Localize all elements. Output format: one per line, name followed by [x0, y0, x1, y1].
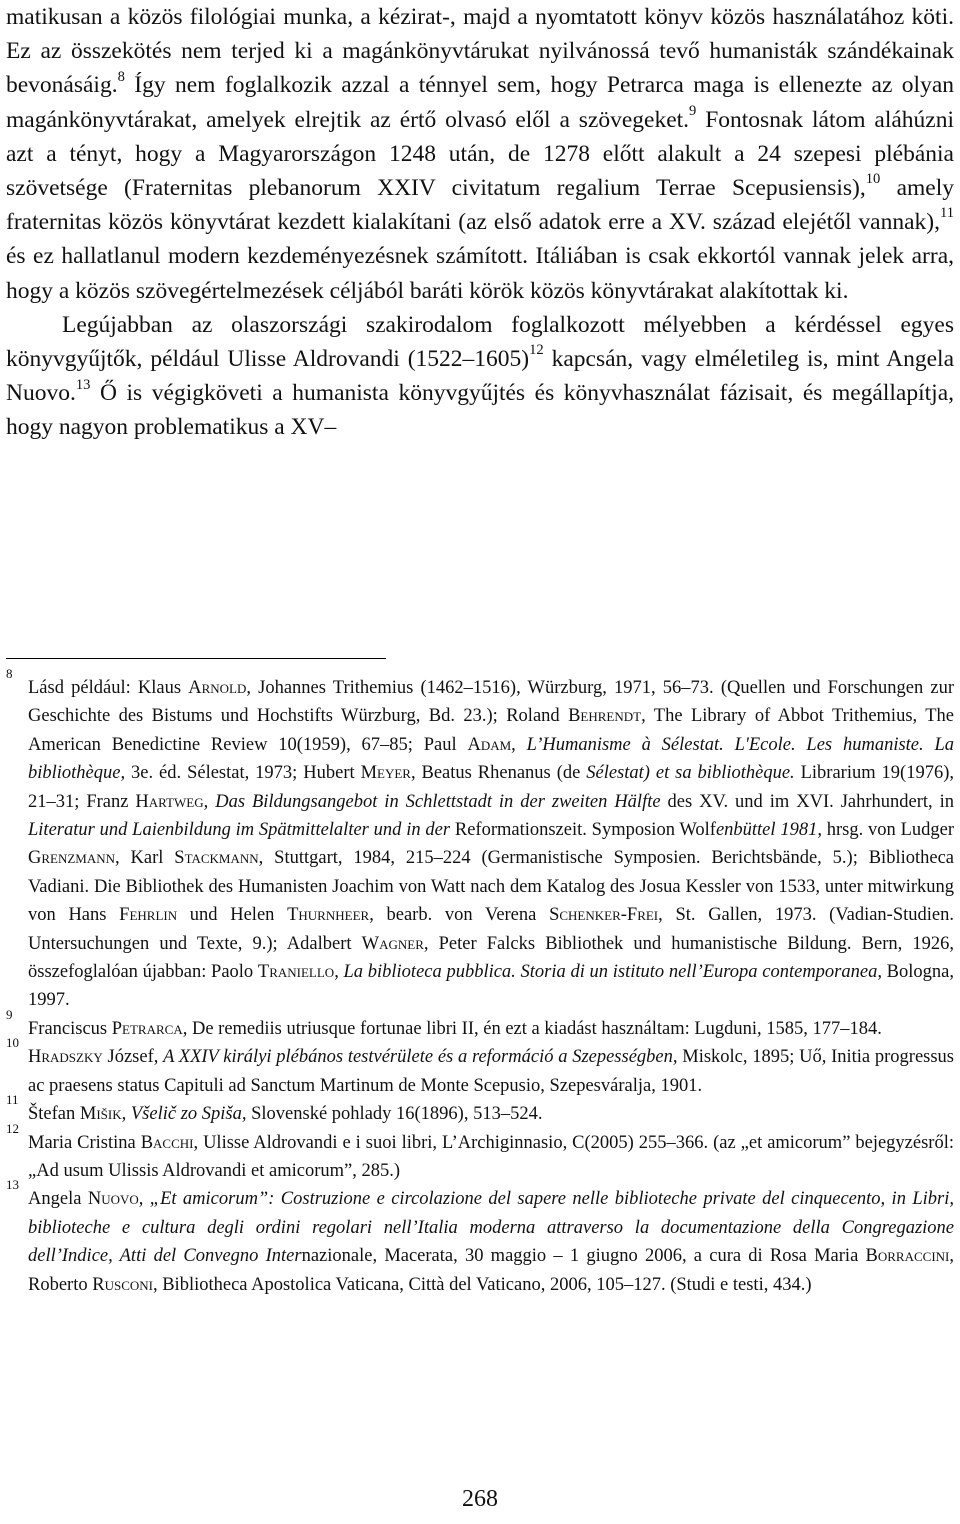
- footnote-separator: [6, 658, 386, 659]
- text-run: Így nem foglalkozik azzal a ténnyel sem, hogy Petrarca maga is ellenezte az olyan magánkönyvtárakat, amelyek elrejtik az értő olvasó elől a szövegeket.: [6, 72, 954, 133]
- text-run: Miskolc, 1895; Uő, Initia progressus ac praesens status Capituli ad Sanctum Martinum de Monte Scepusio, Szepesváralja, 1901.: [28, 1047, 954, 1096]
- author-name: Mišik: [79, 1104, 122, 1125]
- text-run: Maria Cristina: [28, 1132, 141, 1153]
- footnote-number: 10: [6, 1035, 19, 1051]
- text-run: Lásd például: Klaus: [28, 678, 189, 698]
- text-run: Slovenské pohlady 16(1896), 513–524.: [246, 1104, 543, 1125]
- text-run: Bologna, 1997.: [28, 962, 954, 1011]
- text-run: , Beatus Rhenanus (de: [410, 763, 587, 784]
- paragraph-1: [6, 0, 954, 308]
- author-name: Wagner: [361, 933, 424, 954]
- author-name: Bacchi: [140, 1132, 194, 1153]
- footnote-ref-10[interactable]: 10: [865, 171, 881, 188]
- text-run: matikusan a közös filológiai munka, a kézirat-, majd a nyomtatott könyv közös használatához köti. Ez az összekötés nem terjed ki a magánkönyvtárukat nyilvánossá tevő humanisták szándékainak bevonásáig.: [6, 4, 954, 99]
- text-run: kapcsán, vagy elméletileg is, mint Angela Nuovo.: [6, 346, 954, 407]
- footnote-number: 9: [6, 1006, 13, 1022]
- text-run: ,: [121, 1104, 131, 1125]
- italic-title: Sélestat) et sa bibliothèque.: [586, 763, 795, 784]
- text-run: ,: [203, 791, 216, 812]
- text-run: Legújabban az olaszországi szakirodalom foglalkozott mélyebben a kérdéssel egyes könyvgyűjtők, például Ulisse Aldrovandi (1522–1605): [6, 311, 954, 373]
- author-name: Behrendt: [568, 706, 642, 727]
- text-run: amely fraternitas közös könyvtárat kezdett kialakítani (az első adatok erre a XV. század elejétől vannak),: [6, 175, 954, 236]
- text-run: , bearb. von Verena: [369, 905, 550, 926]
- author-name: Borraccini: [865, 1246, 950, 1267]
- italic-title: Literatur und Laienbildung im Spätmittelalter und in der: [28, 820, 451, 841]
- paragraph-2: [6, 308, 954, 445]
- text-run: ,: [334, 962, 344, 983]
- text-run: Librarium 19(1976), 21–31; Franz: [28, 763, 954, 812]
- italic-title: La biblioteca pubblica. Storia di un istituto nell’Europa contemporanea,: [343, 962, 882, 983]
- italic-title: A XXIV királyi plébános testvérülete és a reformáció a Szepességben,: [163, 1047, 678, 1068]
- text-run: Ő is végigköveti a humanista könyvgyűjtés és könyvhasználat fázisait, és megállapítja, hogy nagyon problematikus a XV–: [6, 380, 954, 441]
- author-name: Meyer: [360, 763, 411, 784]
- author-name: Nuovo: [87, 1189, 139, 1210]
- main-text: [6, 0, 954, 445]
- text-run: és ez hallatlanul modern kezdeményezésnek számított. Itáliában is csak ekkortól vannak jelek arra, hogy a közös szövegértelmezések céljából baráti körök közös könyvtárakat alakítottak ki.: [6, 243, 954, 304]
- author-name: Stackmann: [174, 848, 259, 869]
- text-run: , Johannes Trithemius (1462–1516), Würzburg, 1971, 56–73. (Quellen und Forschungen zur Geschichte des Bistums und Hochstifts Würzburg, Bd. 23.); Roland: [28, 678, 954, 727]
- author-name: Petrarca: [111, 1018, 183, 1039]
- text-run: Franciscus: [28, 1018, 112, 1039]
- text-run: , Roberto: [28, 1246, 954, 1295]
- author-name: Hartweg: [135, 791, 204, 812]
- author-name: Grenzmann: [28, 848, 116, 869]
- text-run: ,: [138, 1189, 150, 1210]
- text-run: , The Library of Abbot Trithemius, The American Benedictine Review 10(1959), 67–85; Paul: [28, 706, 954, 755]
- italic-title: enbüttel 1981,: [715, 820, 822, 841]
- text-run: hrsg. von Ludger: [821, 820, 954, 841]
- text-run: , Stuttgart, 1984, 215–224 (Germanistische Symposien. Berichtsbände, 5.); Bibliotheca Vadiani. Die Bibliothek des Humanisten Joachim von Watt nach dem Katalog des Josua Kessler von 1533, unter mitwirkung von Hans: [28, 848, 954, 926]
- author-name: Arnold: [188, 678, 247, 698]
- text-run: , St. Gallen, 1973. (Vadian-Studien. Untersuchungen und Texte, 9.); Adalbert: [28, 905, 954, 954]
- footnote-10: [6, 1035, 954, 1100]
- footnote-11: [6, 1092, 954, 1128]
- text-run: Štefan: [28, 1104, 80, 1125]
- text-run: József,: [102, 1047, 164, 1068]
- footnote-9: [6, 1006, 954, 1043]
- author-name: Adam: [467, 734, 512, 755]
- footnote-12: [6, 1120, 954, 1186]
- text-run: , Ulisse Aldrovandi e i suoi libri, L’Archiginnasio, C(2005) 255–366. (az „et amicorum” bejegyzésről: „Ad usum Ulissis Aldrovandi et amicorum”, 285.): [28, 1132, 954, 1181]
- text-run: , Peter Falcks Bibliothek und humanistische Bildung. Bern, 1926, összefoglalóan újabban: Paolo: [28, 933, 954, 983]
- text-run: , De remediis utriusque fortunae libri II, én ezt a kiadást használtam: Lugduni, 1585, 177–184.: [182, 1018, 882, 1039]
- text-run: Fontosnak látom aláhúzni azt a tényt, hogy a Magyarországon 1248 után, de 1278 előtt alakult a 24 szepesi plébánia szövetsége (Fraternitas plebanorum XXIV civitatum regalium Terrae Scepusiensis),: [6, 106, 954, 202]
- author-name: Traniello: [257, 962, 335, 983]
- author-name: Hradszky: [28, 1047, 103, 1068]
- footnote-ref-9[interactable]: 9: [689, 102, 697, 119]
- text-run: nazionale, Macerata, 30 maggio – 1 giugno 2006, a cura di Rosa Maria: [301, 1246, 866, 1267]
- footnote-number: 12: [6, 1120, 19, 1136]
- italic-title: Das Bildungsangebot in Schlettstadt in der zweiten Hälfte: [215, 791, 661, 812]
- footnote-8: [6, 666, 955, 1015]
- footnote-ref-8[interactable]: 8: [117, 68, 125, 85]
- text-run: Reformationszeit. Symposion Wolf: [450, 820, 716, 841]
- footnote-number: 13: [6, 1177, 19, 1193]
- footnote-number: 8: [6, 666, 13, 681]
- author-name: Rusconi: [92, 1274, 153, 1295]
- footnote-13: [6, 1177, 954, 1299]
- italic-title: L’Humanisme à Sélestat. L'Ecole. Les humaniste. La bibliothèque,: [28, 734, 954, 784]
- text-run: Angela: [28, 1189, 88, 1210]
- text-run: und Helen: [177, 905, 288, 926]
- footnote-ref-12[interactable]: 12: [529, 342, 544, 359]
- footnote-ref-11[interactable]: 11: [939, 205, 954, 222]
- author-name: Fehrlin: [119, 905, 178, 926]
- text-run: 3e. éd. Sélestat, 1973; Hubert: [125, 763, 361, 784]
- footnote-number: 11: [6, 1092, 19, 1108]
- author-name: Thurnheer: [287, 905, 370, 926]
- footnotes: [6, 666, 955, 1299]
- page-number: 268: [462, 1486, 498, 1512]
- text-run: ,: [511, 734, 527, 755]
- text-run: , Karl: [115, 848, 175, 869]
- text-run: , Bibliotheca Apostolica Vaticana, Città del Vaticano, 2006, 105–127. (Studi e testi, 434.): [152, 1274, 812, 1295]
- italic-title: „Et amicorum”: Costruzione e circolazione del sapere nelle biblioteche private del cinquecento, in Libri, biblioteche e cultura degli ordini regolari nell’Italia moderna attraverso la documentazione della Congregazione dell’Indice, Atti del Convegno Inter: [28, 1189, 954, 1267]
- author-name: Schenker-Frei: [549, 905, 659, 926]
- text-run: des XV. und im XVI. Jahrhundert, in: [660, 791, 955, 812]
- footnote-ref-13[interactable]: 13: [75, 376, 91, 393]
- italic-title: Všelič zo Spiša,: [130, 1104, 247, 1125]
